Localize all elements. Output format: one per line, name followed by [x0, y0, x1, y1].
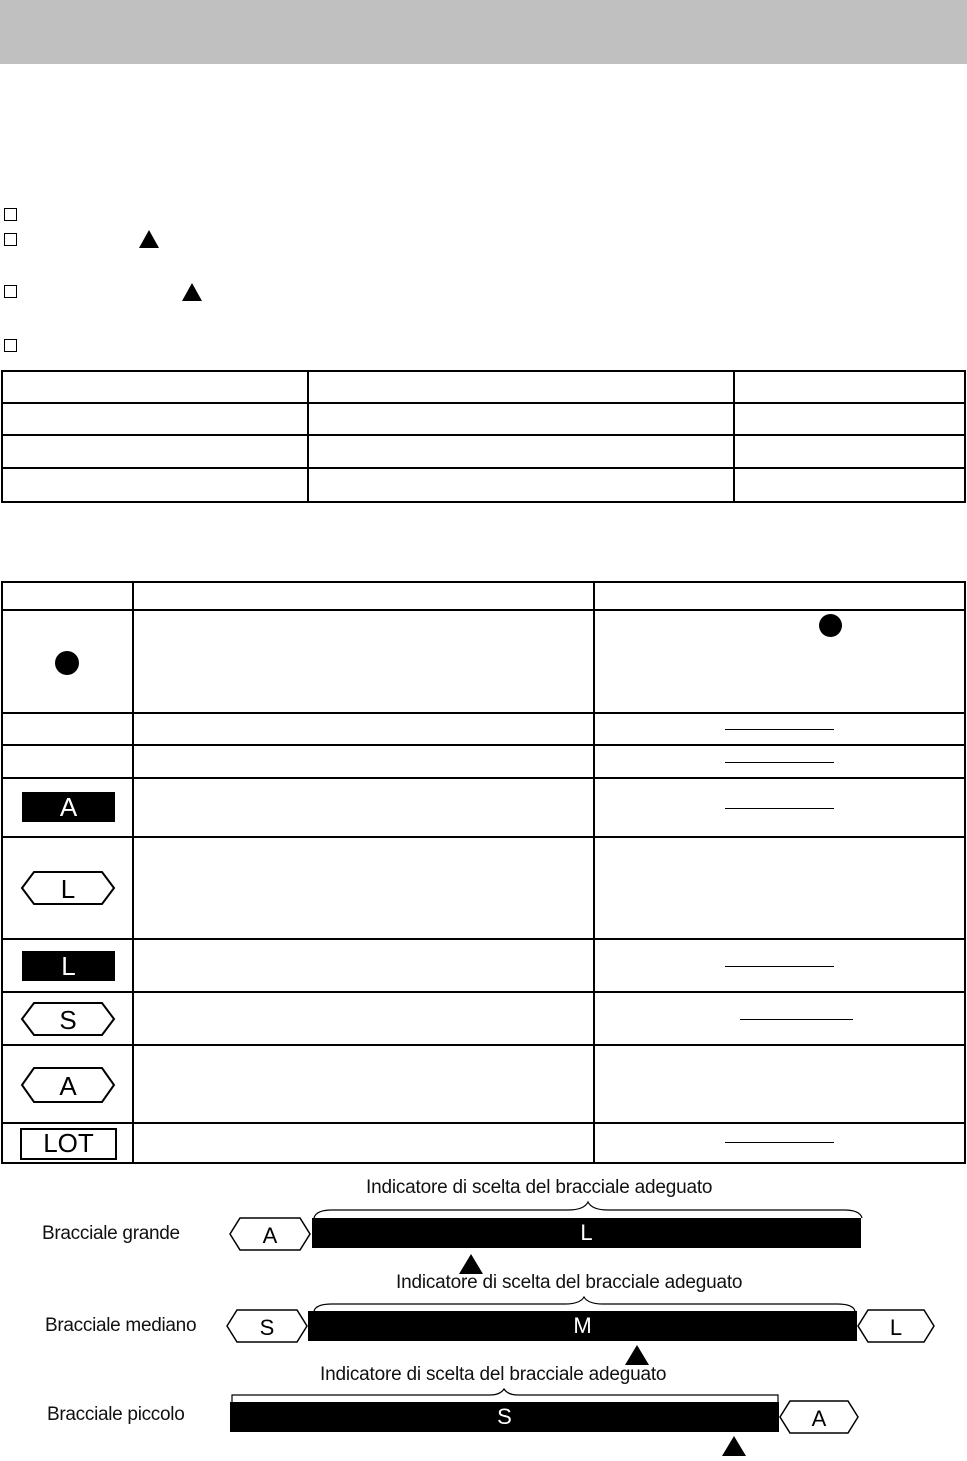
diagram-title-2: Indicatore di scelta del bracciale adeguato [396, 1272, 743, 1293]
blank-line-3 [725, 808, 834, 809]
blank-line-4 [725, 966, 834, 967]
diagram-title-1: Indicatore di scelta del bracciale adeguato [366, 1177, 713, 1198]
symbol-L-outline-text: L [60, 874, 76, 904]
triangle-marker-2 [182, 283, 202, 301]
tag-S-medium-text: S [259, 1315, 275, 1340]
bracket-1 [312, 1200, 864, 1220]
symbol-S-outline-text: S [59, 1005, 77, 1035]
tag-A-large-text: A [262, 1223, 278, 1248]
checkbox-3[interactable] [4, 285, 17, 298]
tag-A-small-text: A [811, 1406, 827, 1431]
blank-line-5 [740, 1019, 853, 1020]
bar-S: S [230, 1402, 779, 1432]
pointer-medium [625, 1345, 649, 1365]
symbol-A-outline [20, 1067, 116, 1103]
blank-line-2 [725, 762, 834, 763]
symbol-A-filled: A [22, 792, 115, 822]
bar-M: M [308, 1311, 857, 1341]
symbol-A-outline-text: A [59, 1071, 77, 1101]
checkbox-4[interactable] [4, 339, 17, 352]
symbol-L-filled: L [22, 951, 115, 981]
tag-L-medium-text: L [889, 1315, 903, 1340]
checkbox-1[interactable] [4, 208, 17, 221]
tag-A-small [778, 1400, 860, 1434]
diagram-title-3: Indicatore di scelta del bracciale adeguato [320, 1364, 667, 1385]
tag-L-medium [856, 1309, 936, 1343]
checkbox-2[interactable] [4, 233, 17, 246]
tag-A-large [228, 1217, 312, 1251]
symbol-LOT: LOT [20, 1128, 117, 1160]
blank-line-1 [725, 729, 834, 730]
pointer-small [722, 1436, 746, 1456]
header-bar [0, 0, 967, 64]
label-large-cuff: Bracciale grande [42, 1223, 180, 1244]
tag-S-medium [225, 1309, 309, 1343]
heartbeat-dot-icon [55, 651, 79, 675]
symbol-S-outline [20, 1002, 116, 1036]
label-small-cuff: Bracciale piccolo [47, 1404, 185, 1425]
bar-L: L [312, 1218, 861, 1248]
label-medium-cuff: Bracciale mediano [45, 1315, 197, 1336]
heartbeat-dot-icon-inline [819, 614, 842, 637]
blank-line-6 [725, 1142, 834, 1143]
pointer-large [459, 1254, 483, 1274]
symbol-L-outline [20, 871, 116, 905]
triangle-marker-1 [139, 230, 159, 248]
